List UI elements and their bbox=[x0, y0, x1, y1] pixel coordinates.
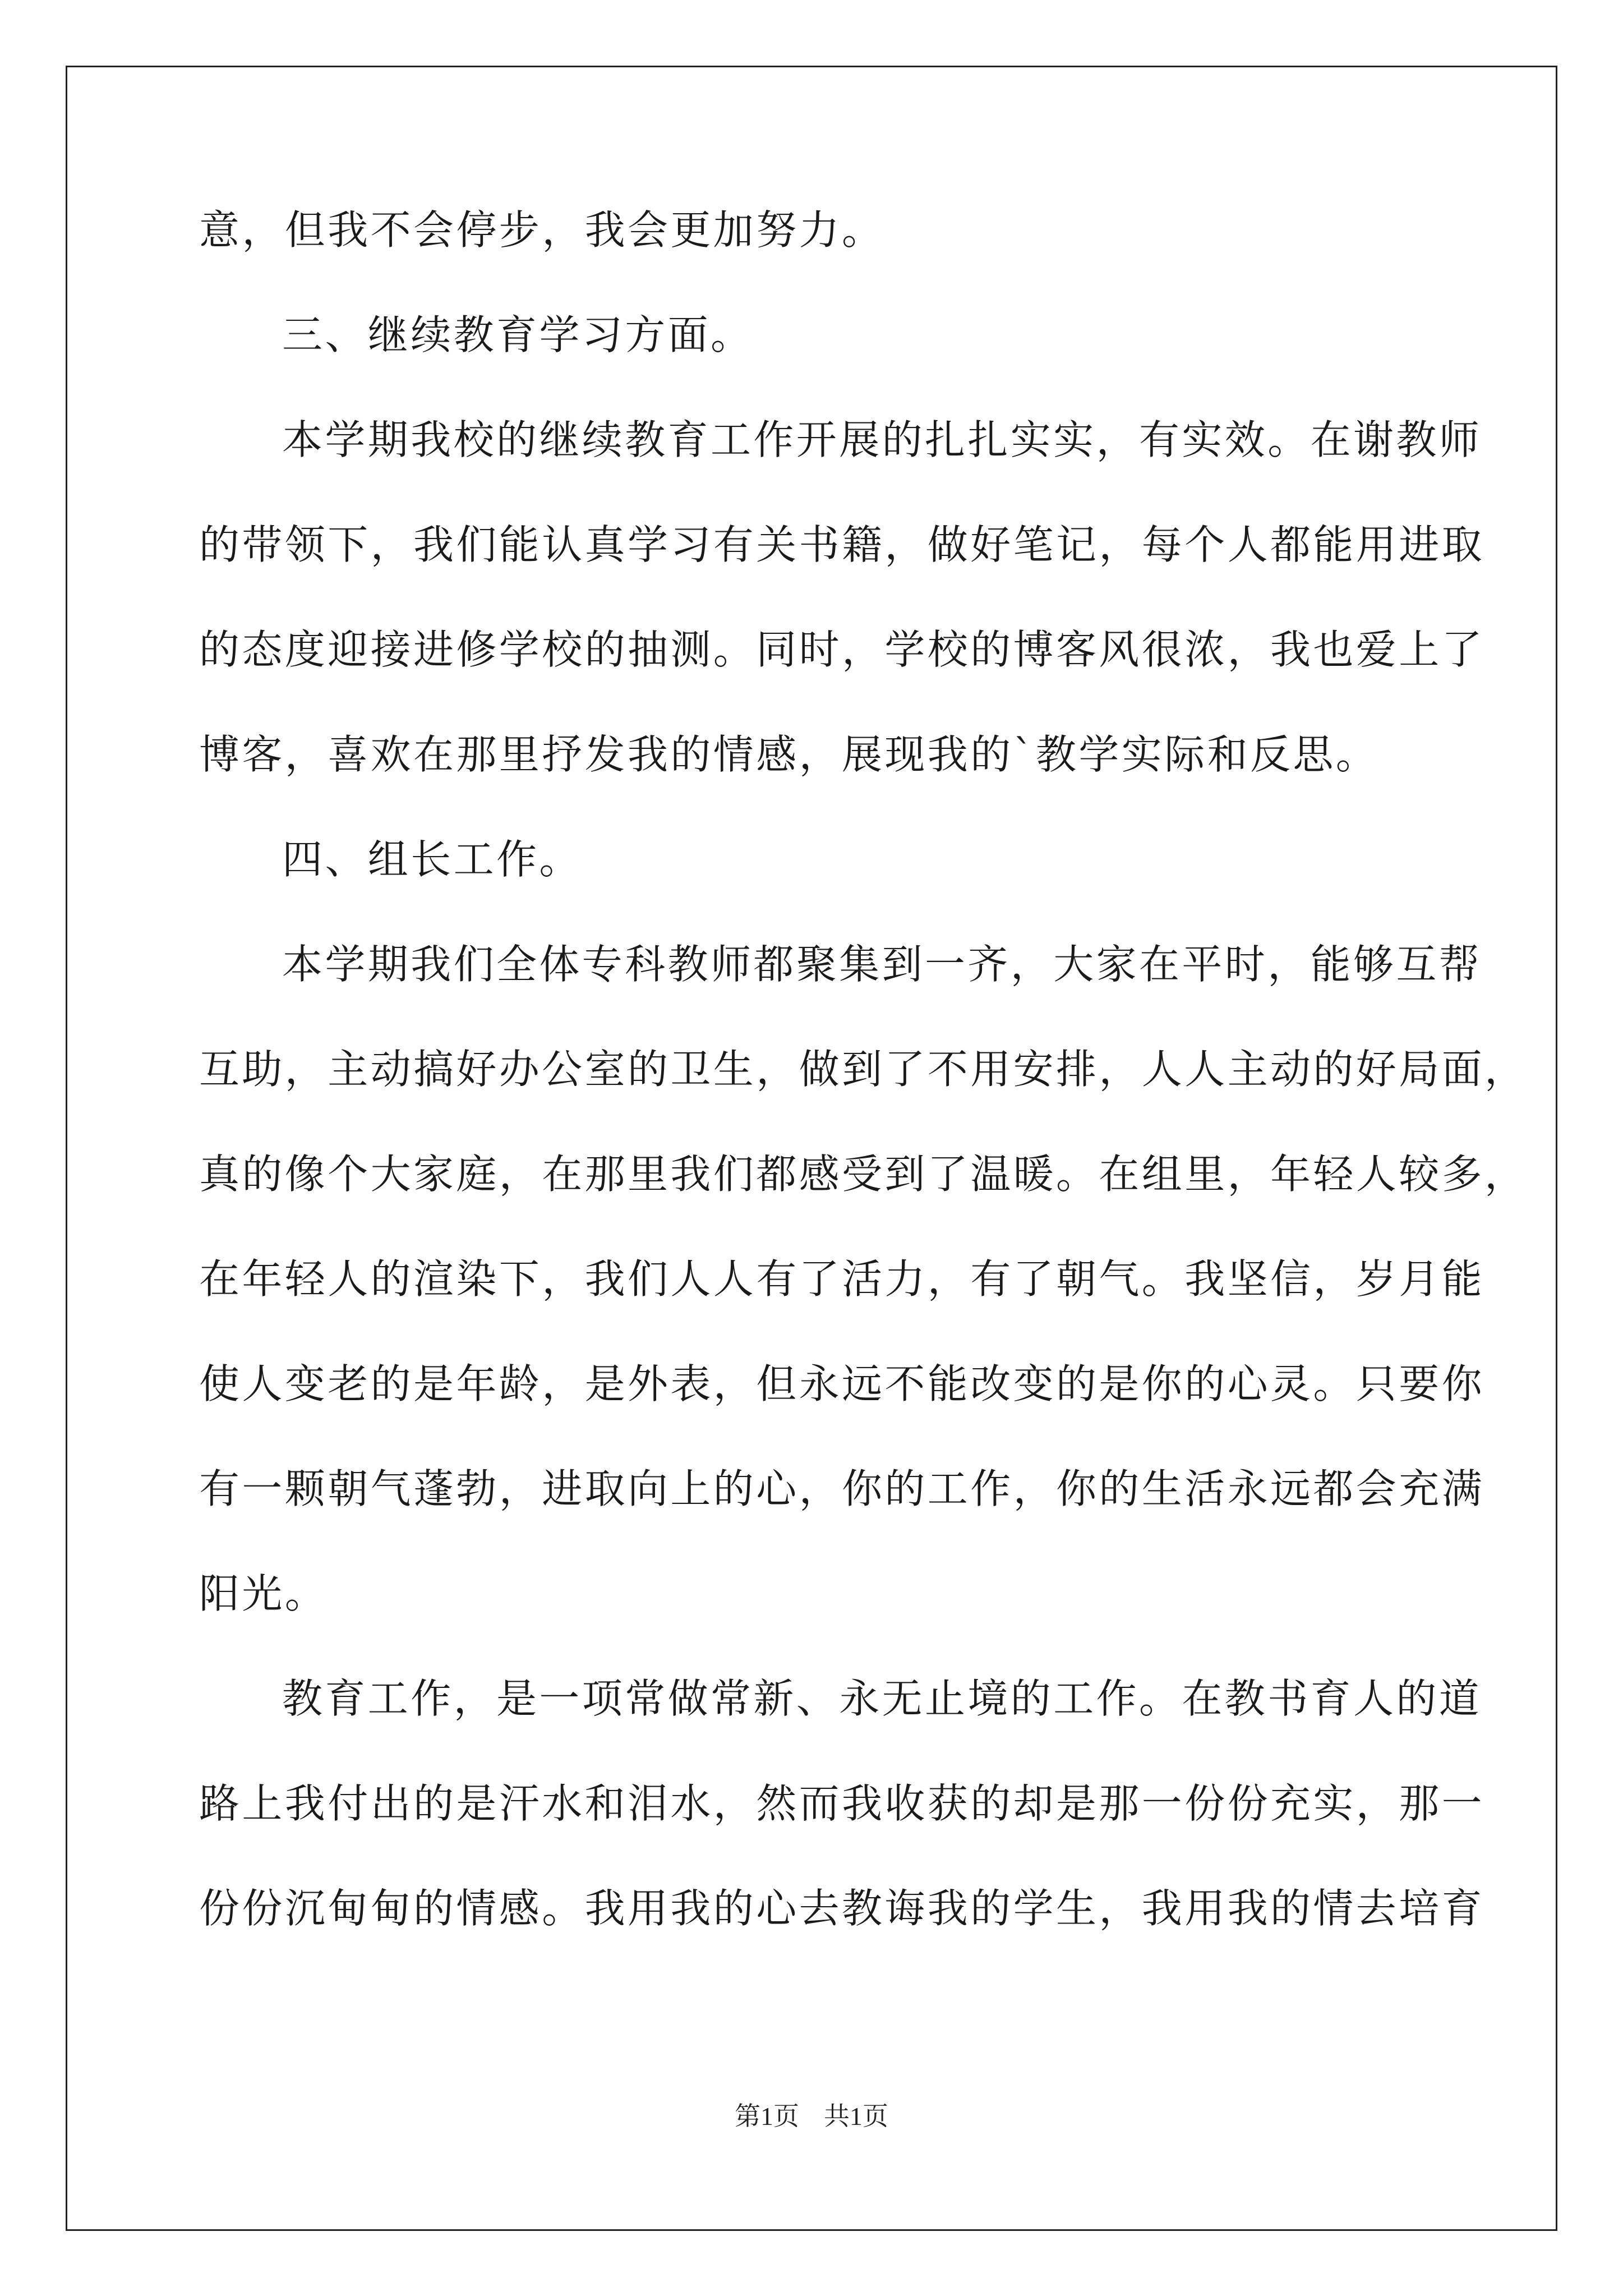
text-line: 路上我付出的是汗水和泪水，然而我收获的却是那一份份充实，那一 bbox=[199, 1780, 1485, 1827]
text-line: 本学期我们全体专科教师都聚集到一齐，大家在平时，能够互帮 bbox=[282, 941, 1482, 988]
text-line: 博客，喜欢在那里抒发我的情感，展现我的`教学实际和反思。 bbox=[199, 731, 1379, 778]
text-line: 使人变老的是年龄，是外表，但永远不能改变的是你的心灵。只要你 bbox=[199, 1360, 1485, 1407]
text-line: 意，但我不会停步，我会更加努力。 bbox=[199, 206, 885, 254]
text-line: 真的像个大家庭，在那里我们都感受到了温暖。在组里，年轻人较多， bbox=[199, 1151, 1528, 1198]
text-line: 阳光。 bbox=[199, 1570, 328, 1617]
text-line: 的带领下，我们能认真学习有关书籍，做好笔记，每个人都能用进取 bbox=[199, 521, 1485, 568]
section-heading: 三、继续教育学习方面。 bbox=[282, 311, 754, 358]
text-line: 的态度迎接进修学校的抽测。同时，学校的博客风很浓，我也爱上了 bbox=[199, 626, 1485, 673]
text-line: 在年轻人的渲染下，我们人人有了活力，有了朝气。我坚信，岁月能 bbox=[199, 1255, 1485, 1303]
text-line: 份份沉甸甸的情感。我用我的心去教诲我的学生，我用我的情去培育 bbox=[199, 1885, 1485, 1932]
section-heading: 四、组长工作。 bbox=[282, 836, 582, 883]
text-line: 互助，主动搞好办公室的卫生，做到了不用安排，人人主动的好局面， bbox=[199, 1046, 1528, 1093]
text-line: 本学期我校的继续教育工作开展的扎扎实实，有实效。在谢教师 bbox=[282, 416, 1482, 463]
document-body bbox=[199, 206, 1528, 1961]
page-total: 共1页 bbox=[824, 2102, 888, 2131]
text-line: 教育工作，是一项常做常新、永无止境的工作。在教书育人的道 bbox=[282, 1675, 1482, 1722]
page-number: 第1页 bbox=[735, 2102, 799, 2131]
page-footer bbox=[0, 2101, 1623, 2132]
text-line: 有一颗朝气蓬勃，进取向上的心，你的工作，你的生活永远都会充满 bbox=[199, 1465, 1485, 1512]
